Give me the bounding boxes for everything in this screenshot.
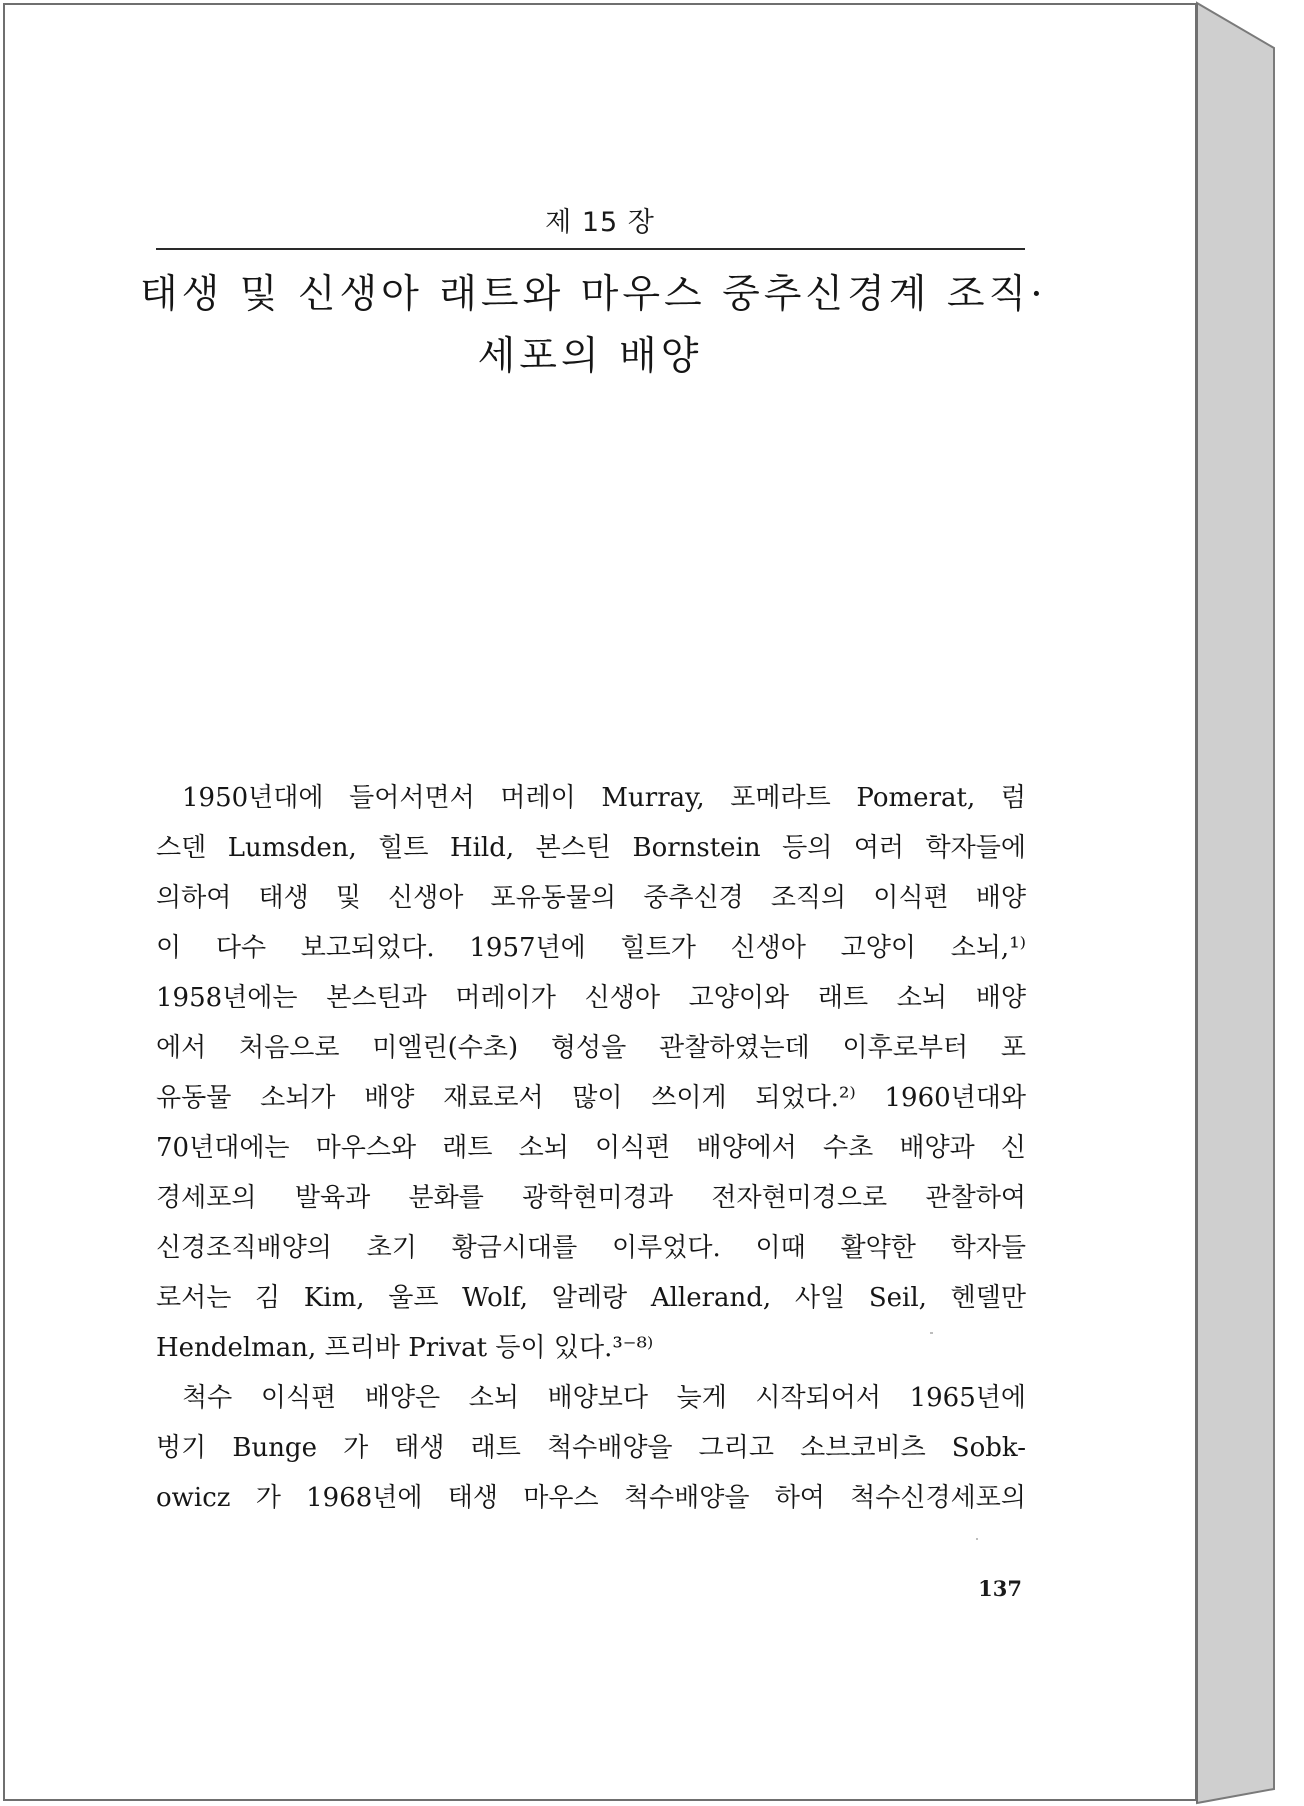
body-line: 로서는 김 Kim, 울프 Wolf, 알레랑 Allerand, 사일 Seil, 헨델만 xyxy=(156,1283,1026,1313)
body-line: 70년대에는 마우스와 래트 소뇌 이식편 배양에서 수초 배양과 신 xyxy=(156,1133,1026,1163)
body-line: 1950년대에 들어서면서 머레이 Murray, 포메라트 Pomerat, 럼 xyxy=(182,783,1026,813)
scan-speck xyxy=(930,1332,933,1334)
body-line: owicz 가 1968년에 태생 마우스 척수배양을 하여 척수신경세포의 xyxy=(156,1483,1026,1513)
body-line: 의하여 태생 및 신생아 포유동물의 중추신경 조직의 이식편 배양 xyxy=(156,883,1026,913)
title-divider xyxy=(156,248,1025,250)
body-line: 1958년에는 본스틴과 머레이가 신생아 고양이와 래트 소뇌 배양 xyxy=(156,983,1026,1013)
chapter-title-line: 세포의 배양 xyxy=(477,334,703,379)
scan-speck xyxy=(976,1538,978,1540)
body-line: 경세포의 발육과 분화를 광학현미경과 전자현미경으로 관찰하여 xyxy=(156,1183,1026,1213)
body-text xyxy=(156,773,1026,1523)
body-line: 신경조직배양의 초기 황금시대를 이루었다. 이때 활약한 학자들 xyxy=(156,1233,1026,1263)
body-line: 에서 처음으로 미엘린(수초) 형성을 관찰하였는데 이후로부터 포 xyxy=(156,1033,1026,1063)
page-number: 137 xyxy=(978,1576,1022,1601)
body-line: Hendelman, 프리바 Privat 등이 있다.³⁻⁸⁾ xyxy=(156,1333,654,1363)
body-line: 유동물 소뇌가 배양 재료로서 많이 쓰이게 되었다.²⁾ 1960년대와 xyxy=(156,1083,1026,1113)
chapter-number: 제 15 장 xyxy=(545,207,655,238)
chapter-title xyxy=(140,264,1047,388)
chapter-title-line: 태생 및 신생아 래트와 마우스 중추신경계 조직· xyxy=(140,272,1047,317)
body-line: 벙기 Bunge 가 태생 래트 척수배양을 그리고 소브코비츠 Sobk- xyxy=(156,1433,1026,1463)
body-line: 척수 이식편 배양은 소뇌 배양보다 늦게 시작되어서 1965년에 xyxy=(182,1383,1026,1413)
body-line: 스덴 Lumsden, 힐트 Hild, 본스틴 Bornstein 등의 여러 학자들에 xyxy=(156,833,1026,863)
body-line: 이 다수 보고되었다. 1957년에 힐트가 신생아 고양이 소뇌,¹⁾ xyxy=(156,933,1026,963)
